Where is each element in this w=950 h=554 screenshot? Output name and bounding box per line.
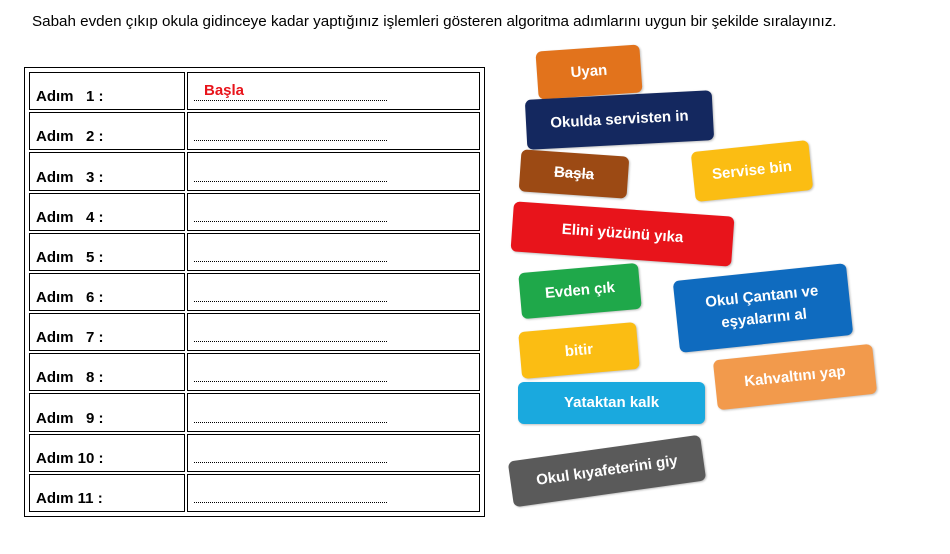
step-answer-cell[interactable] xyxy=(187,353,480,391)
step-label: Adım 9 : xyxy=(36,409,104,427)
step-row xyxy=(29,233,480,271)
step-answer-cell[interactable] xyxy=(187,72,480,110)
step-answer-cell[interactable] xyxy=(187,193,480,231)
card-label: Okul kıyafeterini giy xyxy=(535,452,679,489)
step-label: Adım 3 : xyxy=(36,168,104,186)
answer-dotted-line xyxy=(194,140,387,141)
answer-dotted-line xyxy=(194,301,387,302)
answer-dotted-line xyxy=(194,181,387,182)
step-label-cell xyxy=(29,273,185,311)
card-kahvaltini-yap[interactable] xyxy=(713,344,877,410)
card-basla[interactable] xyxy=(519,149,630,198)
card-yataktan-kalk[interactable] xyxy=(518,382,705,424)
card-evden-cik[interactable] xyxy=(518,263,642,319)
step-label: Adım 4 : xyxy=(36,208,104,226)
answer-dotted-line xyxy=(194,100,387,101)
step-label-cell xyxy=(29,72,185,110)
step-label-cell xyxy=(29,393,185,431)
answer-dotted-line xyxy=(194,462,387,463)
step-label-cell xyxy=(29,434,185,472)
steps-table-frame xyxy=(24,67,485,517)
step-label-cell xyxy=(29,233,185,271)
step-answer-cell[interactable] xyxy=(187,393,480,431)
step-row xyxy=(29,393,480,431)
step-row xyxy=(29,193,480,231)
step-label: Adım 10 : xyxy=(36,449,104,467)
step-row xyxy=(29,273,480,311)
answer-dotted-line xyxy=(194,422,387,423)
step-label: Adım 5 : xyxy=(36,248,104,266)
step-row xyxy=(29,313,480,351)
step-label-cell xyxy=(29,474,185,512)
step-answer-cell[interactable] xyxy=(187,152,480,190)
card-label: bitir xyxy=(564,340,594,360)
step-answer-cell[interactable] xyxy=(187,273,480,311)
step-label: Adım 8 : xyxy=(36,369,104,387)
step-answer-cell[interactable] xyxy=(187,112,480,150)
card-label: Elini yüzünü yıka xyxy=(561,220,684,247)
card-label: Uyan xyxy=(570,61,608,82)
step-row xyxy=(29,434,480,472)
answer-dotted-line xyxy=(194,341,387,342)
step-label-cell xyxy=(29,193,185,231)
step-row xyxy=(29,152,480,190)
answer-dotted-line xyxy=(194,381,387,382)
answer-dotted-line xyxy=(194,261,387,262)
step-label-cell xyxy=(29,112,185,150)
step-answer-cell[interactable] xyxy=(187,474,480,512)
step-answer-cell[interactable] xyxy=(187,233,480,271)
card-label: Başla xyxy=(553,163,595,184)
card-label: Okul Çantanı ve eşyalarını al xyxy=(704,282,820,332)
step-answer-cell[interactable] xyxy=(187,434,480,472)
step-label: Adım 2 : xyxy=(36,128,104,146)
card-bitir[interactable] xyxy=(518,322,640,379)
step-label: Adım 6 : xyxy=(36,289,104,307)
card-label: Yataktan kalk xyxy=(563,394,660,412)
step-answer: Başla xyxy=(204,82,245,100)
card-label: Kahvaltını yap xyxy=(743,362,847,391)
answer-dotted-line xyxy=(194,221,387,222)
card-okulda-servisten-in[interactable] xyxy=(525,90,714,150)
card-okul-cantani[interactable] xyxy=(673,263,854,353)
card-elini-yuzunu-yika[interactable] xyxy=(511,201,735,266)
step-answer-cell[interactable] xyxy=(187,313,480,351)
instruction-text: Sabah evden çıkıp okula gidinceye kadar yaptığınız işlemleri gösteren algoritma adımlarını uygun bir şekilde sıralayınız. xyxy=(32,13,837,30)
step-label: Adım 1 : xyxy=(36,88,104,106)
step-row xyxy=(29,353,480,391)
step-label-cell xyxy=(29,313,185,351)
step-label: Adım 7 : xyxy=(36,329,104,347)
answer-dotted-line xyxy=(194,502,387,503)
step-row xyxy=(29,474,480,512)
step-label-cell xyxy=(29,152,185,190)
card-uyan[interactable] xyxy=(535,44,642,99)
step-label: Adım 11 : xyxy=(36,490,103,507)
card-servise-bin[interactable] xyxy=(691,140,814,202)
card-label: Okulda servisten in xyxy=(549,107,690,132)
card-okul-kiyafeti[interactable] xyxy=(508,435,707,508)
step-label-cell xyxy=(29,353,185,391)
step-row xyxy=(29,112,480,150)
card-label: Evden çık xyxy=(544,279,616,303)
steps-table xyxy=(27,70,482,514)
card-label: Servise bin xyxy=(711,157,793,184)
step-row xyxy=(29,72,480,110)
